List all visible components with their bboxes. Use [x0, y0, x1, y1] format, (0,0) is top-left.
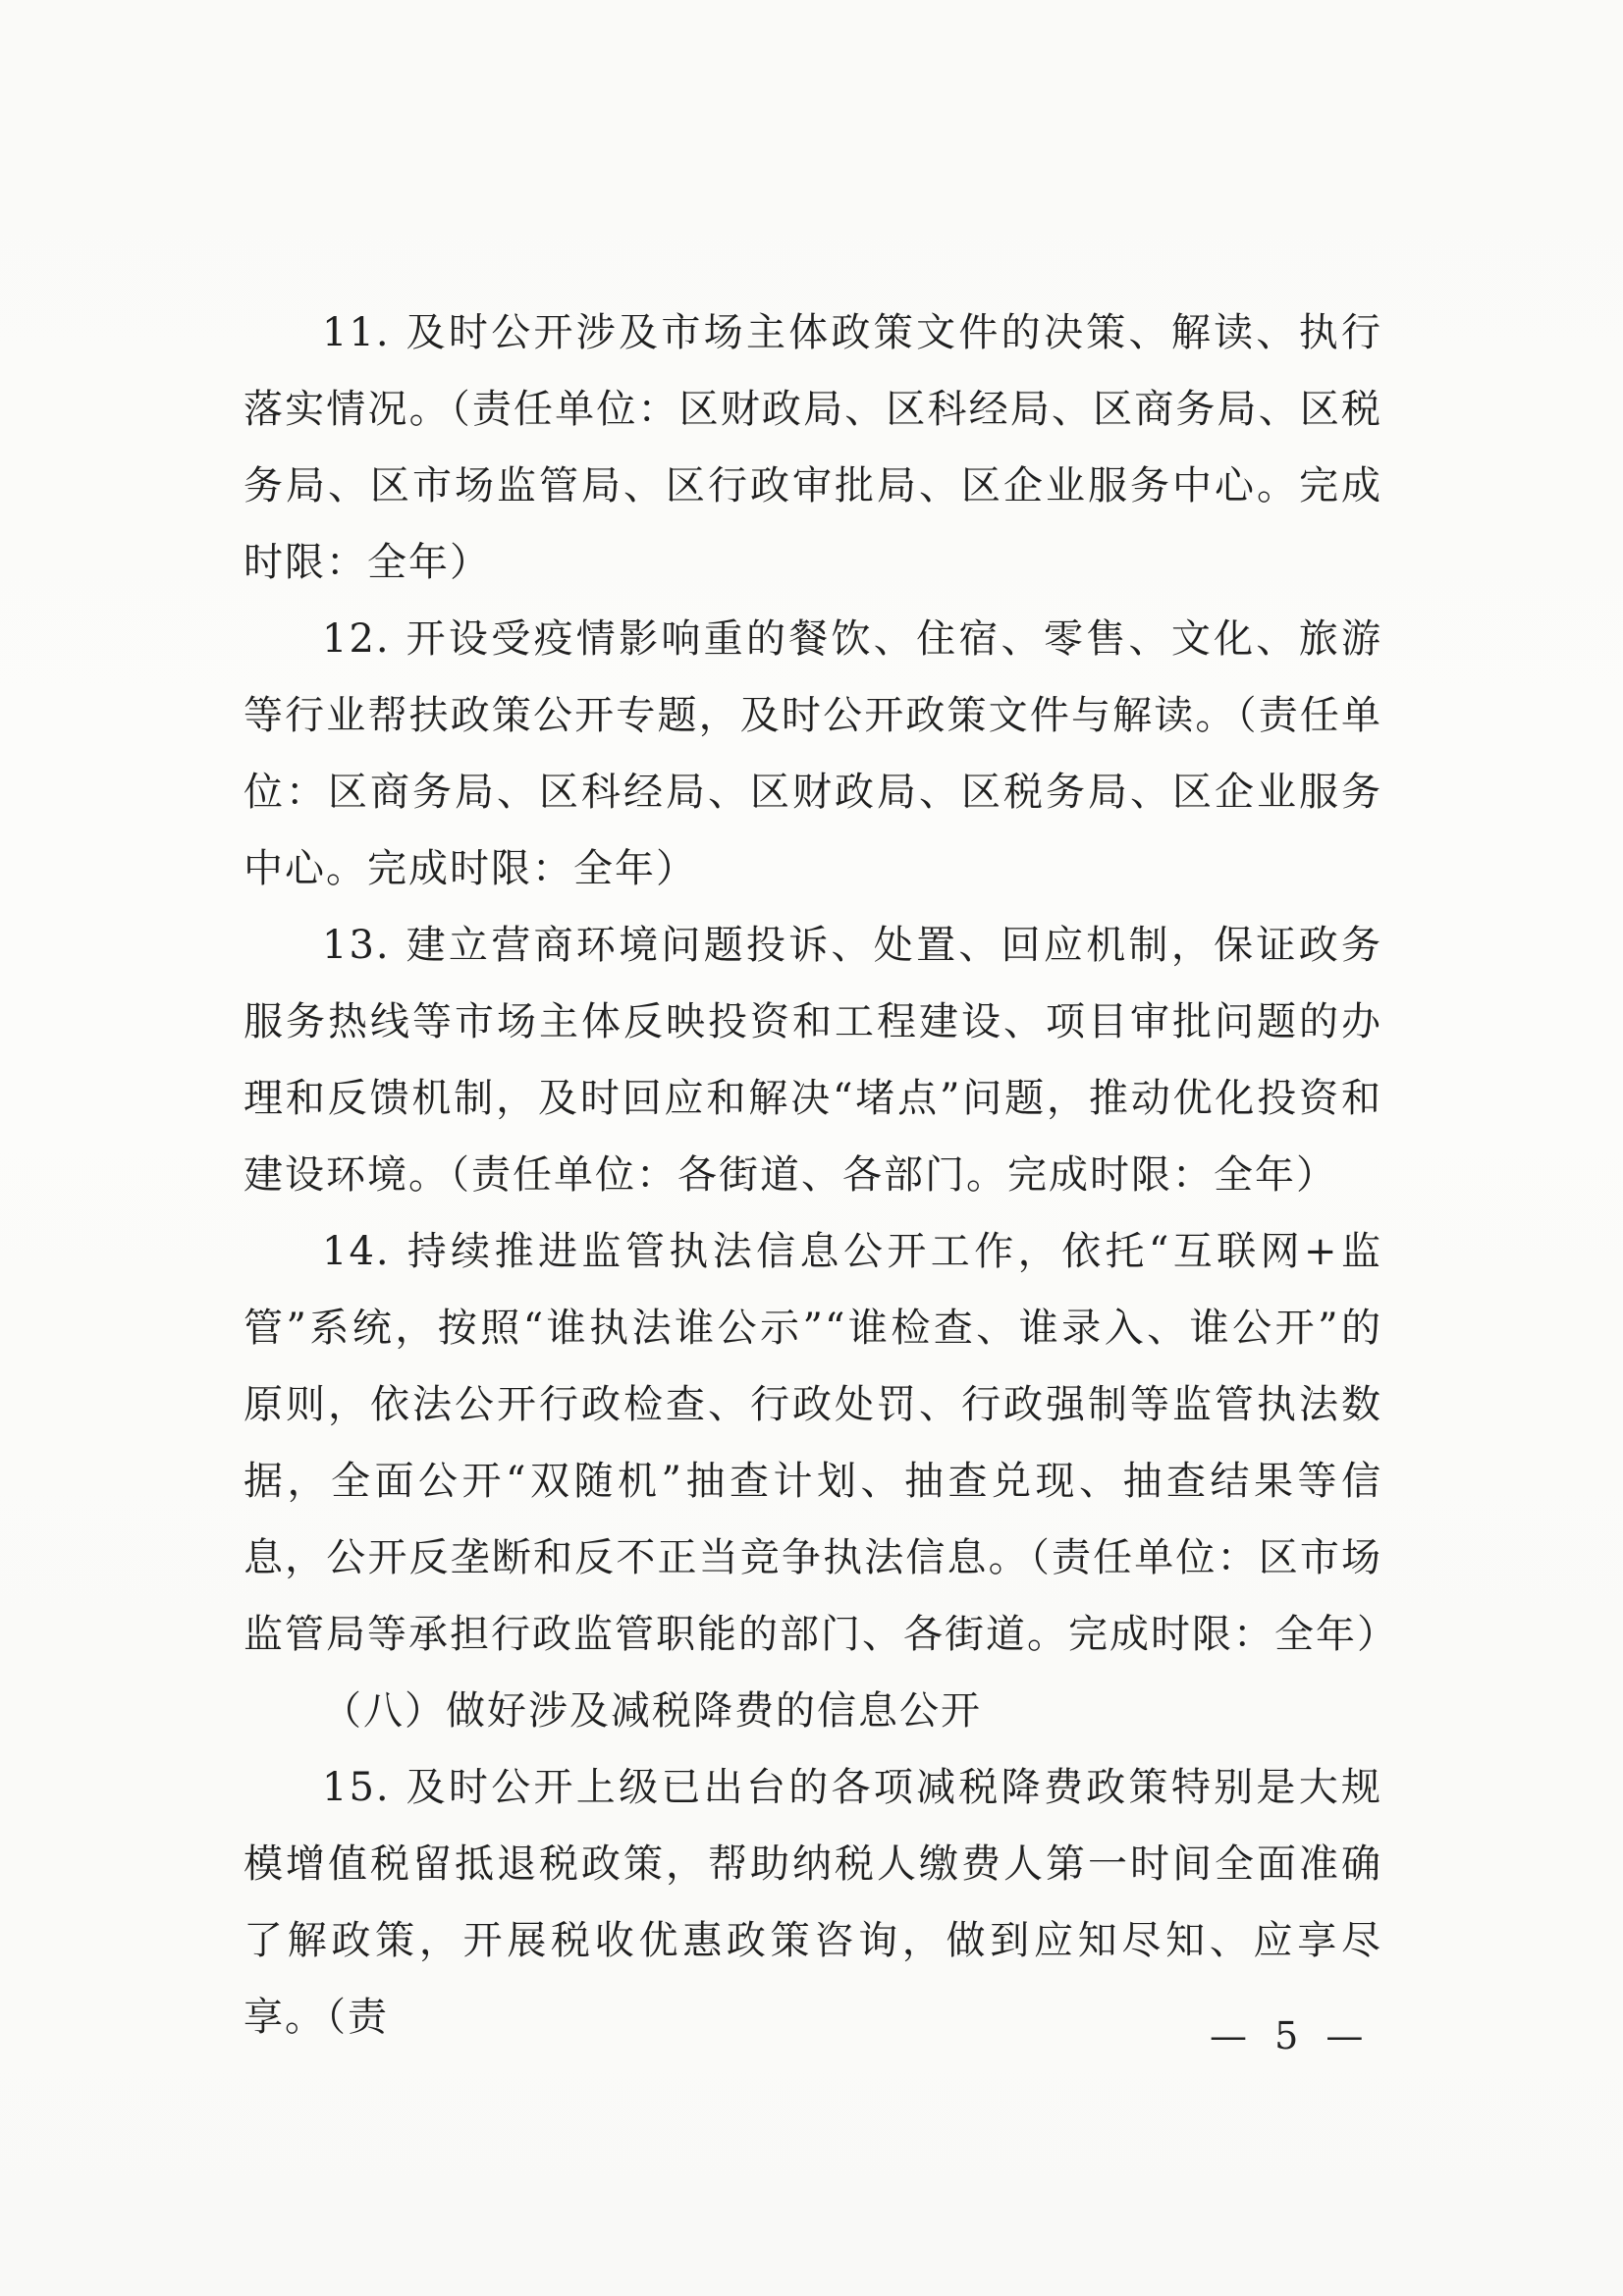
paragraph-item-11: 11. 及时公开涉及市场主体政策文件的决策、解读、执行落实情况。（责任单位：区财政局、区科经局、区商务局、区税务局、区市场监管局、区行政审批局、区企业服务中心。完成时限：全年） — [243, 310, 1382, 585]
paragraph-item-13: 13. 建立营商环境问题投诉、处置、回应机制，保证政务服务热线等市场主体反映投资和工程建设、项目审批问题的办理和反馈机制，及时回应和解决“堵点”问题，推动优化投资和建设环境。（责任单位：各街道、各部门。完成时限：全年） — [243, 923, 1382, 1198]
page-number: — 5 — — [1210, 2014, 1372, 2057]
paragraph-item-12: 12. 开设受疫情影响重的餐饮、住宿、零售、文化、旅游等行业帮扶政策公开专题，及时公开政策文件与解读。（责任单位：区商务局、区科经局、区财政局、区税务局、区企业服务中心。完成时限：全年） — [243, 616, 1382, 891]
paragraph-item-15: 15. 及时公开上级已出台的各项减税降费政策特别是大规模增值税留抵退税政策，帮助纳税人缴费人第一时间全面准确了解政策，开展税收优惠政策咨询，做到应知尽知、应享尽享。（责 — [243, 1765, 1382, 2040]
paragraph-item-14: 14. 持续推进监管执法信息公开工作，依托“互联网+监管”系统，按照“谁执法谁公示”“谁检查、谁录入、谁公开”的原则，依法公开行政检查、行政处罚、行政强制等监管执法数据，全面公开“双随机”抽查计划、抽查兑现、抽查结果等信息，公开反垄断和反不正当竞争执法信息。（责任单位：区市场监管局等承担行政监管职能的部门、各街道。完成时限：全年） — [243, 1229, 1398, 1657]
section-heading-8: （八）做好涉及减税降费的信息公开 — [322, 1688, 982, 1734]
document-body — [243, 294, 1398, 2056]
